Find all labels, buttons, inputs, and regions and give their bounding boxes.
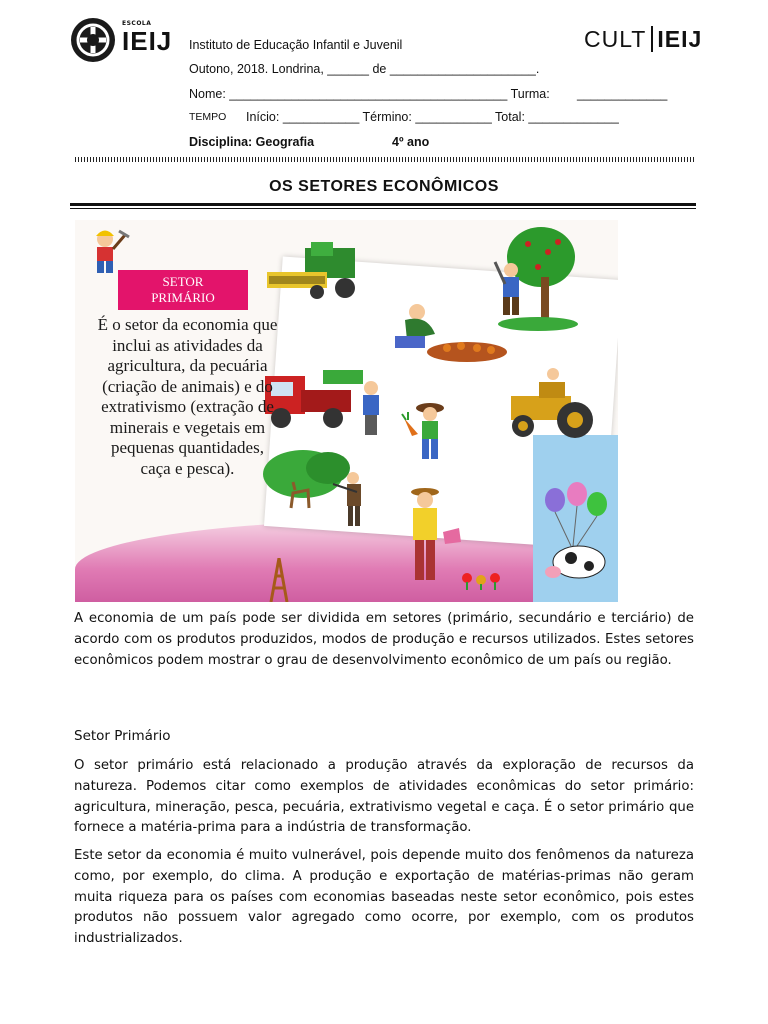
tempo-label: TEMPO [189, 111, 227, 123]
intro-paragraph: A economia de um país pode ser dividida em setores (primário, secundário e terciário) de acordo com os produtos produzidos, modos de produção e recursos utilizados. Estes setores econômicos podem mostrar o grau de desenvolvimento econômico de um país ou região. [74, 611, 694, 668]
discipline: Disciplina: Geografia [189, 135, 315, 149]
gardener-icon [387, 300, 507, 370]
figure-description: É o setor da economia que inclui as atividades da agricultura, da pecuária (criação de animais) e do extrativismo (extração de minerais e vegetais em pequenas quantidades, caça e pesca). [97, 315, 278, 478]
section-heading: Setor Primário [74, 728, 171, 744]
paragraph-1: O setor primário está relacionado a produção através da exploração de recursos da natureza. Podemos citar como exemplos de atividades econômicas do setor primário: agricultura, mineração, pesca, pecuária, extrativismo vegetal e caça. É o setor primário que fornece a matéria-prima para a indústria de transformação. [74, 758, 694, 836]
carrot-farmer-icon [400, 400, 450, 465]
institute-name: Instituto de Educação Infantil e Juvenil [189, 38, 403, 52]
page-title: OS SETORES ECONÔMICOS [269, 178, 499, 195]
grade: 4º ano [392, 135, 430, 149]
tempo-line: Início: ___________ Término: ___________ Total: _____________ [246, 110, 619, 124]
name-line: Nome: ________________________________________ Turma: [189, 87, 550, 101]
dotted-divider [75, 157, 695, 162]
turma-blank: _____________ [577, 87, 668, 101]
brand-divider [651, 26, 653, 52]
farmer-icon [395, 482, 515, 592]
title-rule-thin [70, 208, 696, 209]
badge-line2: PRIMÁRIO [151, 290, 215, 305]
paragraph-2: Este setor da economia é muito vulnerável, pois depende muito dos fenômenos da natureza como, por exemplo, do clima. A produção e exportação de matérias-primas não geram muita riqueza para os países com economias baseadas neste setor econômico, pois estes produtos não possuem valor agregado como ocorre, por exemplo, com os produtos industrializados. [74, 848, 694, 947]
logo-escola-text: ESCOLA [122, 20, 152, 27]
brand-left: CULT [584, 26, 647, 52]
logo-ieij-text: IEIJ [122, 26, 173, 56]
tractor-icon [505, 368, 600, 443]
harvester-icon [265, 242, 375, 300]
oil-derrick-icon [267, 558, 291, 602]
balloons-cow-icon [537, 480, 615, 590]
title-rule [70, 203, 696, 206]
brand-right: IEIJ [657, 26, 703, 52]
school-logo-icon [71, 18, 115, 62]
truck-icon [261, 360, 391, 440]
primary-sector-figure [75, 220, 618, 602]
date-line: Outono, 2018. Londrina, ______ de _____________________. [189, 62, 540, 76]
badge-line1: SETOR [162, 274, 204, 289]
hunter-icon [263, 448, 383, 538]
cult-ieij-logo [584, 26, 702, 53]
sector-badge [118, 270, 248, 310]
